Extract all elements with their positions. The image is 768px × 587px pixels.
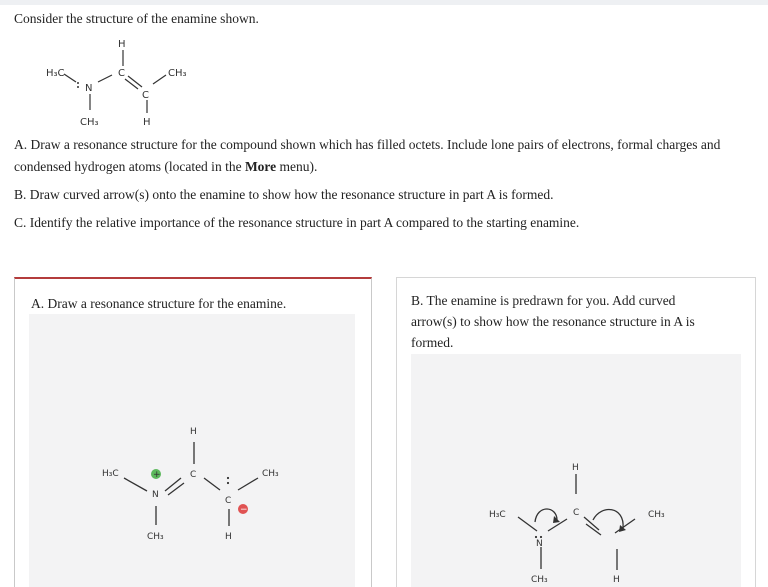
carbon-label: C	[142, 90, 149, 101]
ch3-bottom-label: CH₃	[147, 532, 164, 542]
panel-a-title: A. Draw a resonance structure for the enamine.	[31, 296, 287, 311]
carbon-label: C	[118, 68, 125, 79]
h-top-label: H	[572, 463, 579, 473]
part-a-instruction: A. Draw a resonance structure for the compound shown which has filled octets. Include lone pairs of electrons, formal charges and condensed hydrogen atoms (located in the More menu).	[14, 137, 721, 174]
ch3-right-label: CH₃	[262, 469, 279, 479]
lone-pair-dot	[540, 536, 542, 538]
lone-pair-dot	[77, 82, 79, 84]
panel-b-drawing-canvas[interactable]	[411, 354, 741, 587]
nitrogen-label: N	[536, 539, 543, 549]
h3c-label: H₃C	[489, 510, 506, 520]
h-bottom-label: H	[613, 575, 620, 585]
h3c-label: H₃C	[102, 469, 119, 479]
h-bottom-label: H	[143, 117, 151, 128]
lone-pair-dot	[535, 536, 537, 538]
panel-b-title: B. The enamine is predrawn for you. Add curved arrow(s) to show how the resonance structure in A is formed.	[411, 293, 695, 350]
carbon-label: C	[225, 496, 232, 506]
panel-b	[396, 277, 756, 587]
enamine-structure	[14, 8, 234, 136]
part-b-instruction: B. Draw curved arrow(s) onto the enamine to show how the resonance structure in part A is formed.	[14, 187, 554, 202]
ch3-bottom-label: CH₃	[531, 575, 548, 585]
ch3-top-label: CH₃	[168, 68, 187, 79]
more-menu-ref: More	[244, 159, 277, 174]
panel-a-drawing-canvas[interactable]	[29, 314, 355, 587]
h-top-label: H	[118, 39, 126, 50]
ch3-bottom-label: CH₃	[80, 117, 99, 128]
enamine-predrawn	[411, 354, 741, 587]
h-top-label: H	[190, 427, 197, 437]
resonance-structure	[29, 314, 355, 587]
carbon-label: C	[573, 508, 580, 518]
nitrogen-label: N	[85, 83, 93, 94]
plus-charge-label: +	[153, 470, 161, 480]
ch3-right-label: CH₃	[648, 510, 665, 520]
top-border	[0, 0, 768, 5]
nitrogen-label: N	[152, 490, 159, 500]
h-bottom-label: H	[225, 532, 232, 542]
panel-a	[14, 277, 372, 587]
lone-pair-dot	[227, 482, 229, 484]
minus-charge-label: −	[240, 505, 248, 515]
h3c-label: H₃C	[46, 68, 65, 79]
carbon-label: C	[190, 470, 197, 480]
lone-pair-dot	[227, 477, 229, 479]
question-intro: Consider the structure of the enamine shown.	[14, 11, 259, 26]
lone-pair-dot	[77, 86, 79, 88]
part-c-instruction: C. Identify the relative importance of the resonance structure in part A compared to the starting enamine.	[14, 215, 580, 230]
